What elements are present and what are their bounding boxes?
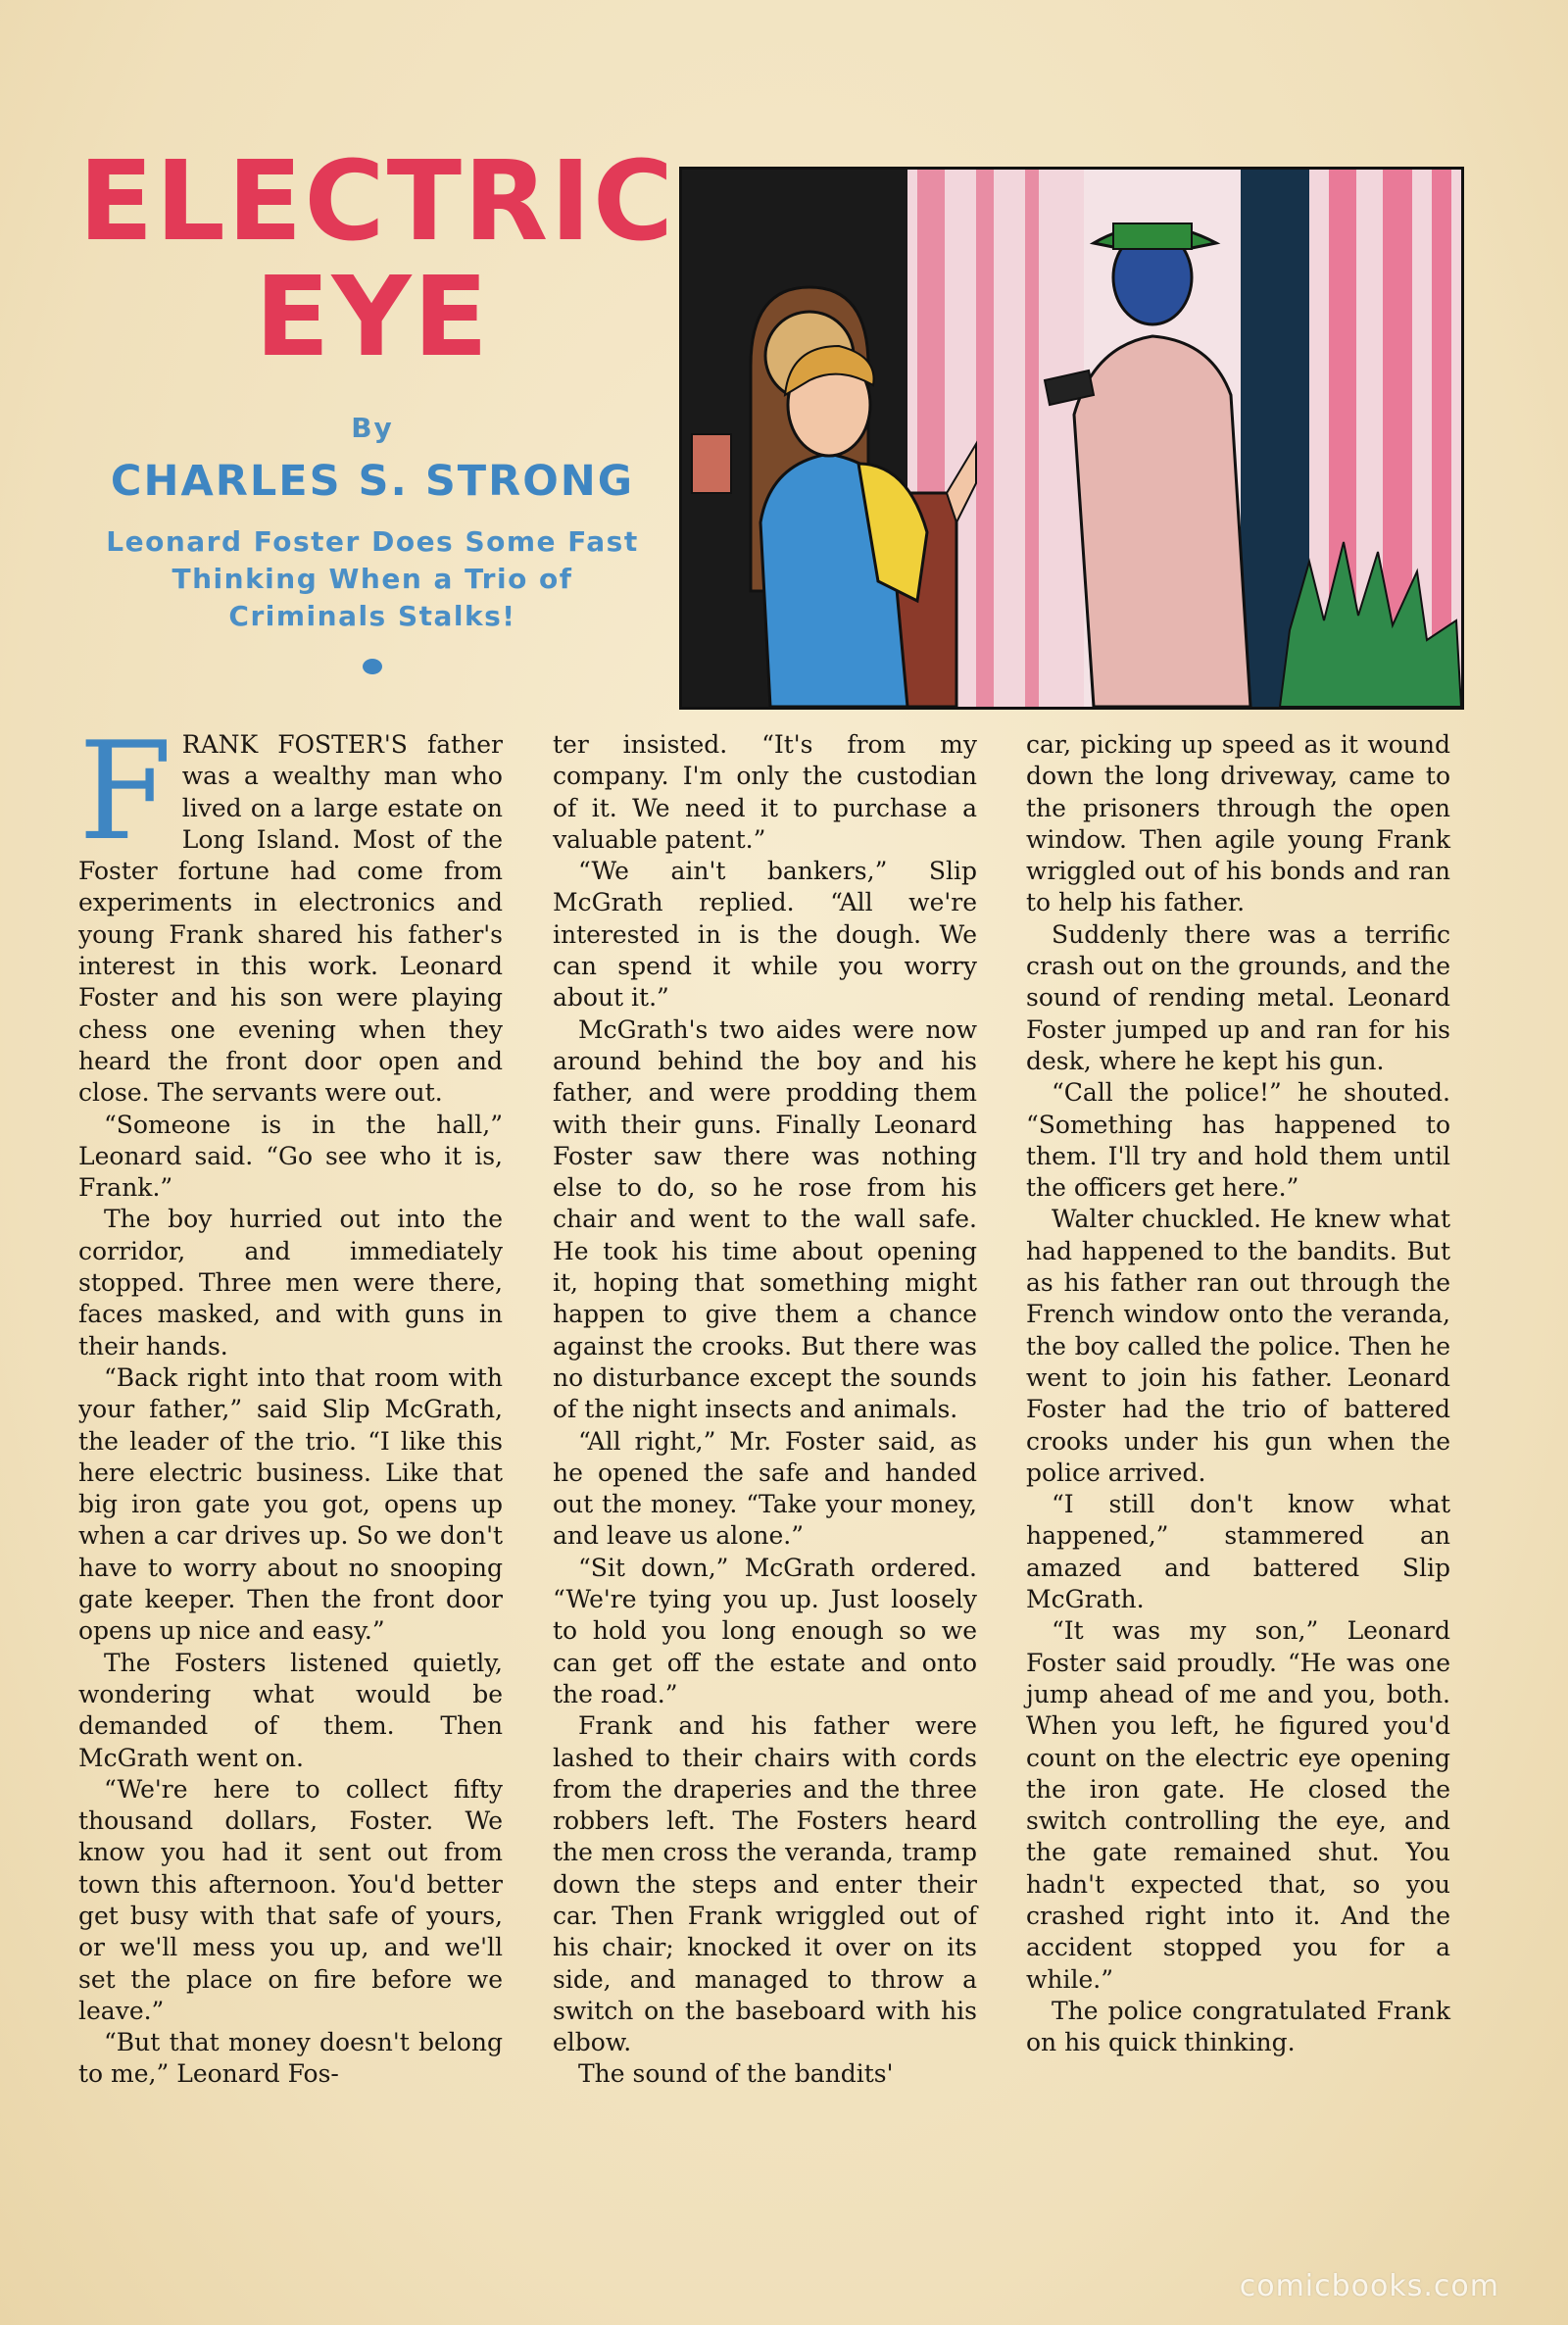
paragraph: “We ain't bankers,” Slip McGrath replied. “All we're interested in is the dough. We can spend it while you worry about it.” bbox=[553, 857, 977, 1013]
ornament-dot-icon bbox=[363, 659, 382, 674]
article-body bbox=[78, 713, 1450, 2239]
author-name: CHARLES S. STRONG bbox=[110, 457, 635, 506]
paragraph: “Someone is in the hall,” Leonard said. “Go see who it is, Frank.” bbox=[78, 1110, 503, 1203]
title-line-2: EYE bbox=[254, 254, 491, 381]
blurb-line: Leonard Foster Does Some Fast bbox=[106, 525, 639, 558]
paragraph: The sound of the bandits' bbox=[578, 2059, 894, 2089]
paragraph: McGrath's two aides were now around behind the boy and his father, and were prodding them with their guns. Finally Leonard Foster saw there was nothing else to do, so he rose from his chair and went to the wall safe. He took his time about opening it, hoping that something might happen to give them a chance against the crooks. But there was no disturbance except the sounds of the night insects and animals. bbox=[553, 1014, 977, 1424]
blurb-line: Criminals Stalks! bbox=[228, 600, 516, 632]
story-blurb bbox=[78, 523, 666, 635]
column-1 bbox=[78, 713, 503, 2091]
title-line-1: ELECTRIC bbox=[78, 138, 676, 266]
paragraph: car, picking up speed as it wound down the long driveway, came to the prisoners through the open window. Then agile young Frank wriggled out of his bonds and ran to help his father. bbox=[1026, 730, 1450, 917]
paragraph: “All right,” Mr. Foster said, as he opened the safe and handed out the money. “Take your money, and leave us alone.” bbox=[553, 1426, 977, 1551]
byline: By bbox=[351, 412, 394, 444]
paragraph: ter insisted. “It's from my company. I'm only the custodian of it. We need it to purchase a valuable patent.” bbox=[553, 730, 977, 854]
paragraph: Suddenly there was a terrific crash out on the grounds, and the sound of rending metal. Leonard Foster jumped up and ran for his desk, where he kept his gun. bbox=[1026, 919, 1450, 1075]
watermark: comicbooks.com bbox=[1239, 2269, 1499, 2303]
illustration-svg bbox=[682, 170, 1461, 707]
comic-panel-illustration bbox=[679, 167, 1464, 710]
paragraph: Frank and his father were lashed to their chairs with cords from the draperies and the three robbers left. The Fosters heard the men cross the veranda, tramp down the steps and enter their car. Then Frank wriggled out of his chair; knocked it over on its side, and managed to throw a switch on the baseboard with his elbow. bbox=[553, 1711, 977, 2057]
gunman-figure bbox=[1074, 336, 1250, 707]
paragraph: “We're here to collect fifty thousand dollars, Foster. We know you had it sent out from town this afternoon. You'd better get busy with that safe of yours, or we'll mess you up, and we'll set the place on fire before we leave.” bbox=[78, 1774, 503, 2025]
story-title bbox=[78, 138, 676, 381]
paragraph: “It was my son,” Leonard Foster said proudly. “He was one jump ahead of me and you, both. When you left, he figured you'd count on the electric eye opening the iron gate. He closed the switch controlling the eye, and the gate remained shut. You hadn't expected that, so you crashed right into it. And the accident stopped you for a while.” bbox=[1026, 1616, 1450, 1994]
blurb-line: Thinking When a Trio of bbox=[172, 563, 573, 595]
paragraph: “Call the police!” he shouted. “Something has happened to them. I'll try and hold them until the officers get here.” bbox=[1026, 1078, 1450, 1203]
paragraph: “Back right into that room with your father,” said Slip McGrath, the leader of the trio. “I like this here electric business. Like that big iron gate you got, opens up when a car drives up. So we don't have to worry about no snooping gate keeper. Then the front door opens up nice and easy.” bbox=[78, 1362, 503, 1646]
paragraph: Walter chuckled. He knew what had happened to the bandits. But as his father ran out through the French window onto the veranda, the boy called the police. Then he went to join his father. Leonard Foster had the trio of battered crooks under his gun when the police arrived. bbox=[1026, 1205, 1450, 1487]
paragraph: “But that money doesn't belong to me,” Leonard Fos- bbox=[78, 2028, 503, 2089]
paragraph: The boy hurried out into the corridor, and immediately stopped. Three men were there, faces masked, and with guns in their hands. bbox=[78, 1205, 503, 1360]
column-2 bbox=[553, 729, 977, 2091]
paragraph: The police congratulated Frank on his quick thinking. bbox=[1026, 1996, 1450, 2057]
paragraph: “I still don't know what happened,” stammered an amazed and battered Slip McGrath. bbox=[1026, 1490, 1450, 1614]
drop-cap: F bbox=[78, 713, 172, 870]
paragraph: The Fosters listened quietly, wondering what would be demanded of them. Then McGrath went on. bbox=[78, 1648, 503, 1772]
paragraph: FRANK FOSTER'S father was a wealthy man who lived on a large estate on Long Island. Most of the Foster fortune had come from experiments in electronics and young Frank shared his father's interest in this work. Leonard Foster and his son were playing chess one evening when they heard the front door open and close. The servants were out. bbox=[78, 713, 503, 1108]
paragraph: “Sit down,” McGrath ordered. “We're tying you up. Just loosely to hold you long enough so we can get off the estate and onto the road.” bbox=[553, 1553, 977, 1708]
column-3 bbox=[1026, 729, 1450, 2058]
